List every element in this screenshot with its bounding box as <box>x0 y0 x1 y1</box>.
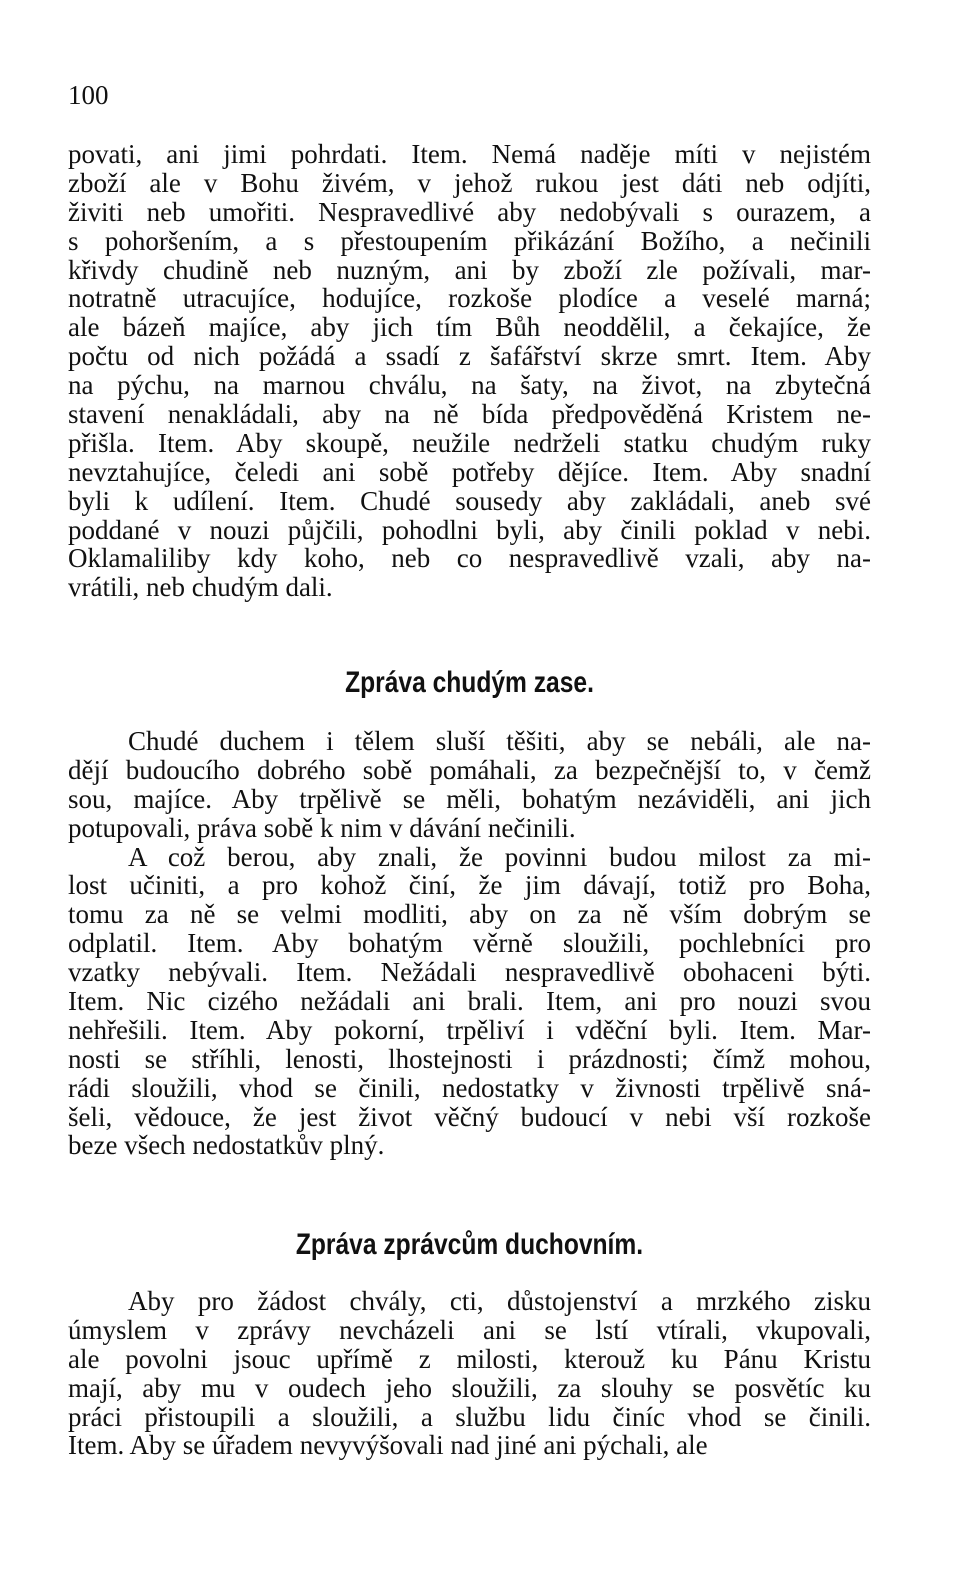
text-line: vrátili, neb chudým dali. <box>68 572 333 603</box>
text-line: křivdy chudině neb nuzným, ani by zboží zle požívali, mar- <box>68 254 871 285</box>
text-line: lost učiniti, a pro kohož činí, že jim dávají, totiž pro Boha, <box>68 870 871 901</box>
text-line: šeli, vědouce, že jest život věčný budoucí v nebi vší rozkoše <box>68 1101 871 1132</box>
text-line: Oklamaliliby kdy koho, neb co nespravedlivě vzali, aby na- <box>68 543 871 574</box>
text-line: povati, ani jimi pohrdati. Item. Nemá naděje míti v nejistém <box>68 139 871 169</box>
text-line: poddané v nouzi půjčili, pohodlni byli, aby činili poklad v nebi. <box>68 514 871 545</box>
paragraph-block-zpravcum <box>68 1287 871 1460</box>
text-line: ale bázeň majíce, aby jich tím Bůh neoddělil, a čekajíce, že <box>68 312 871 343</box>
text-line: Chudé duchem i tělem sluší těšiti, aby se nebáli, ale na- <box>128 726 871 756</box>
text-line: zboží ale v Bohu živém, v jehož rukou jest dáti neb odjíti, <box>68 167 871 198</box>
text-line: dějí budoucího dobrého sobě pomáhali, za bezpečnější to, v čemž <box>68 754 871 785</box>
text-line: počtu od nich požádá a ssadí z šafářství skrze smrt. Item. Aby <box>68 341 871 372</box>
paragraph-block-chudym <box>68 727 871 1160</box>
text-line: rádi sloužili, vhod se činili, nedostatky v živnosti trpělivě sná- <box>68 1072 871 1103</box>
text-line: mají, aby mu v oudech jeho sloužili, za slouhy se posvětíc ku <box>68 1372 871 1403</box>
text-line: tomu za ně se velmi modliti, aby on za ně vším dobrým se <box>68 899 871 930</box>
text-line: sou, majíce. Aby trpělivě se měli, bohatým nezáviděli, ani jich <box>68 783 871 814</box>
text-line: nosti se stříhli, lenosti, lhostejnosti i prázdnosti; čímž mohou, <box>68 1043 871 1074</box>
text-line: úmyslem v zprávy nevcházeli ani se lstí vtírali, vkupovali, <box>68 1314 871 1345</box>
text-line: byli k udílení. Item. Chudé sousedy aby zakládali, aneb své <box>68 485 871 516</box>
section-heading-zpravcum: Zpráva zprávcům duchovním. <box>295 1228 644 1261</box>
text-line: Item. Aby se úřadem nevyvýšovali nad jiné ani pýchali, ale <box>68 1430 708 1461</box>
text-line: práci přistoupili a sloužili, a službu lidu činíc vhod se činili. <box>68 1401 871 1432</box>
text-line: nehřešili. Item. Aby pokorní, trpěliví i vděční byli. Item. Mar- <box>68 1014 871 1045</box>
text-line: nevztahujíce, čeledi ani sobě potřeby dějíce. Item. Aby snadní <box>68 456 871 487</box>
text-line: přišla. Item. Aby skoupě, neužile nedrželi statku chudým ruky <box>68 427 871 458</box>
text-line: Item. Nic cizého nežádali ani brali. Item, ani pro nouzi svou <box>68 986 871 1017</box>
text-line: odplatil. Item. Aby bohatým věrně sloužili, pochlebníci pro <box>68 928 871 959</box>
text-line: potupovali, práva sobě k nim v dávání nečinili. <box>68 812 576 843</box>
text-line: na pýchu, na marnou chválu, na šaty, na život, na zbytečná <box>68 370 871 401</box>
text-line: vzatky nebývali. Item. Nežádali nespravedlivě obohaceni býti. <box>68 957 871 988</box>
book-page <box>68 0 871 1596</box>
section-heading-chudym: Zpráva chudým zase. <box>345 666 594 699</box>
text-line: Aby pro žádost chvály, cti, důstojenství a mrzkého zisku <box>128 1286 871 1316</box>
paragraph-block-continuation <box>68 140 871 602</box>
text-line: notratně utracujíce, hodujíce, rozkoše plodíce a veselé marná; <box>68 283 871 314</box>
text-line: beze všech nedostatkův plný. <box>68 1130 385 1161</box>
text-line: A což berou, aby znali, že povinni budou milost za mi- <box>128 841 871 872</box>
text-line: stavení nenakládali, aby na ně bída předpověděná Kristem ne- <box>68 399 871 430</box>
text-line: ale povolni jsouc upřímě z milosti, kterouž ku Pánu Kristu <box>68 1343 871 1374</box>
text-line: s pohoršením, a s přestoupením přikázání Božího, a nečinili <box>68 225 871 256</box>
text-line: živiti neb umořiti. Nespravedlivé aby nedobývali s ourazem, a <box>68 196 871 227</box>
page-number: 100 <box>68 80 109 110</box>
